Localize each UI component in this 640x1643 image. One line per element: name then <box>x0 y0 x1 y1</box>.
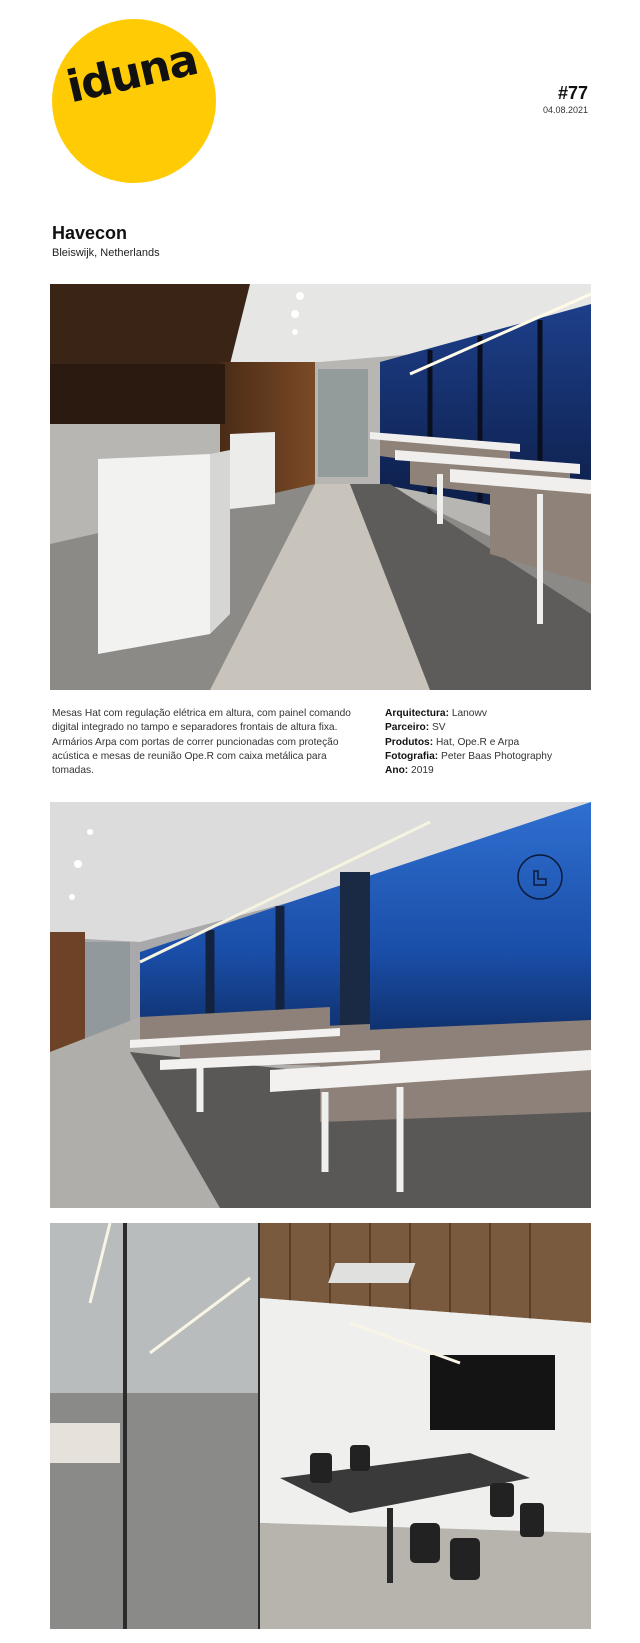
desk-rows-image <box>50 802 591 1208</box>
credit-value: 2019 <box>411 765 434 777</box>
credit-label: Produtos: <box>385 736 434 748</box>
credit-value: Peter Baas Photography <box>441 750 553 762</box>
credit-label: Parceiro: <box>385 722 430 734</box>
credit-partner <box>385 721 605 735</box>
office-corridor-image <box>50 284 591 690</box>
credit-architecture <box>385 707 605 721</box>
credit-label: Fotografia: <box>385 750 439 762</box>
credit-products <box>385 736 605 750</box>
issue-info <box>543 84 588 115</box>
meeting-room-image <box>50 1223 591 1629</box>
project-photo-1 <box>50 284 591 690</box>
project-location: Bleiswijk, Netherlands <box>52 246 160 259</box>
credit-label: Ano: <box>385 765 409 777</box>
project-description: Mesas Hat com regulação elétrica em altura, com painel comando digital integrado no tampo e separadores frontais de altura fixa. Armários Arpa com portas de correr puncionadas com proteção acústica e mesas de reunião Ope.R com caixa metálica para tomadas. <box>52 708 351 777</box>
credit-year <box>385 764 605 778</box>
credit-photography <box>385 750 605 764</box>
issue-date: 04.08.2021 <box>542 105 588 115</box>
project-photo-3 <box>50 1223 591 1629</box>
credit-value: Lanowv <box>451 708 487 719</box>
project-title: Havecon <box>52 223 128 243</box>
credit-value: SV <box>432 722 446 734</box>
project-credits <box>385 707 605 778</box>
brand-logo-text: iduna <box>62 34 202 114</box>
project-heading <box>52 224 160 259</box>
issue-number: #77 <box>557 83 588 103</box>
brand-logo <box>52 19 216 183</box>
project-photo-2 <box>50 802 591 1208</box>
credit-label: Arquitectura: <box>385 708 449 719</box>
credit-value: Hat, Ope.R e Arpa <box>435 736 520 748</box>
